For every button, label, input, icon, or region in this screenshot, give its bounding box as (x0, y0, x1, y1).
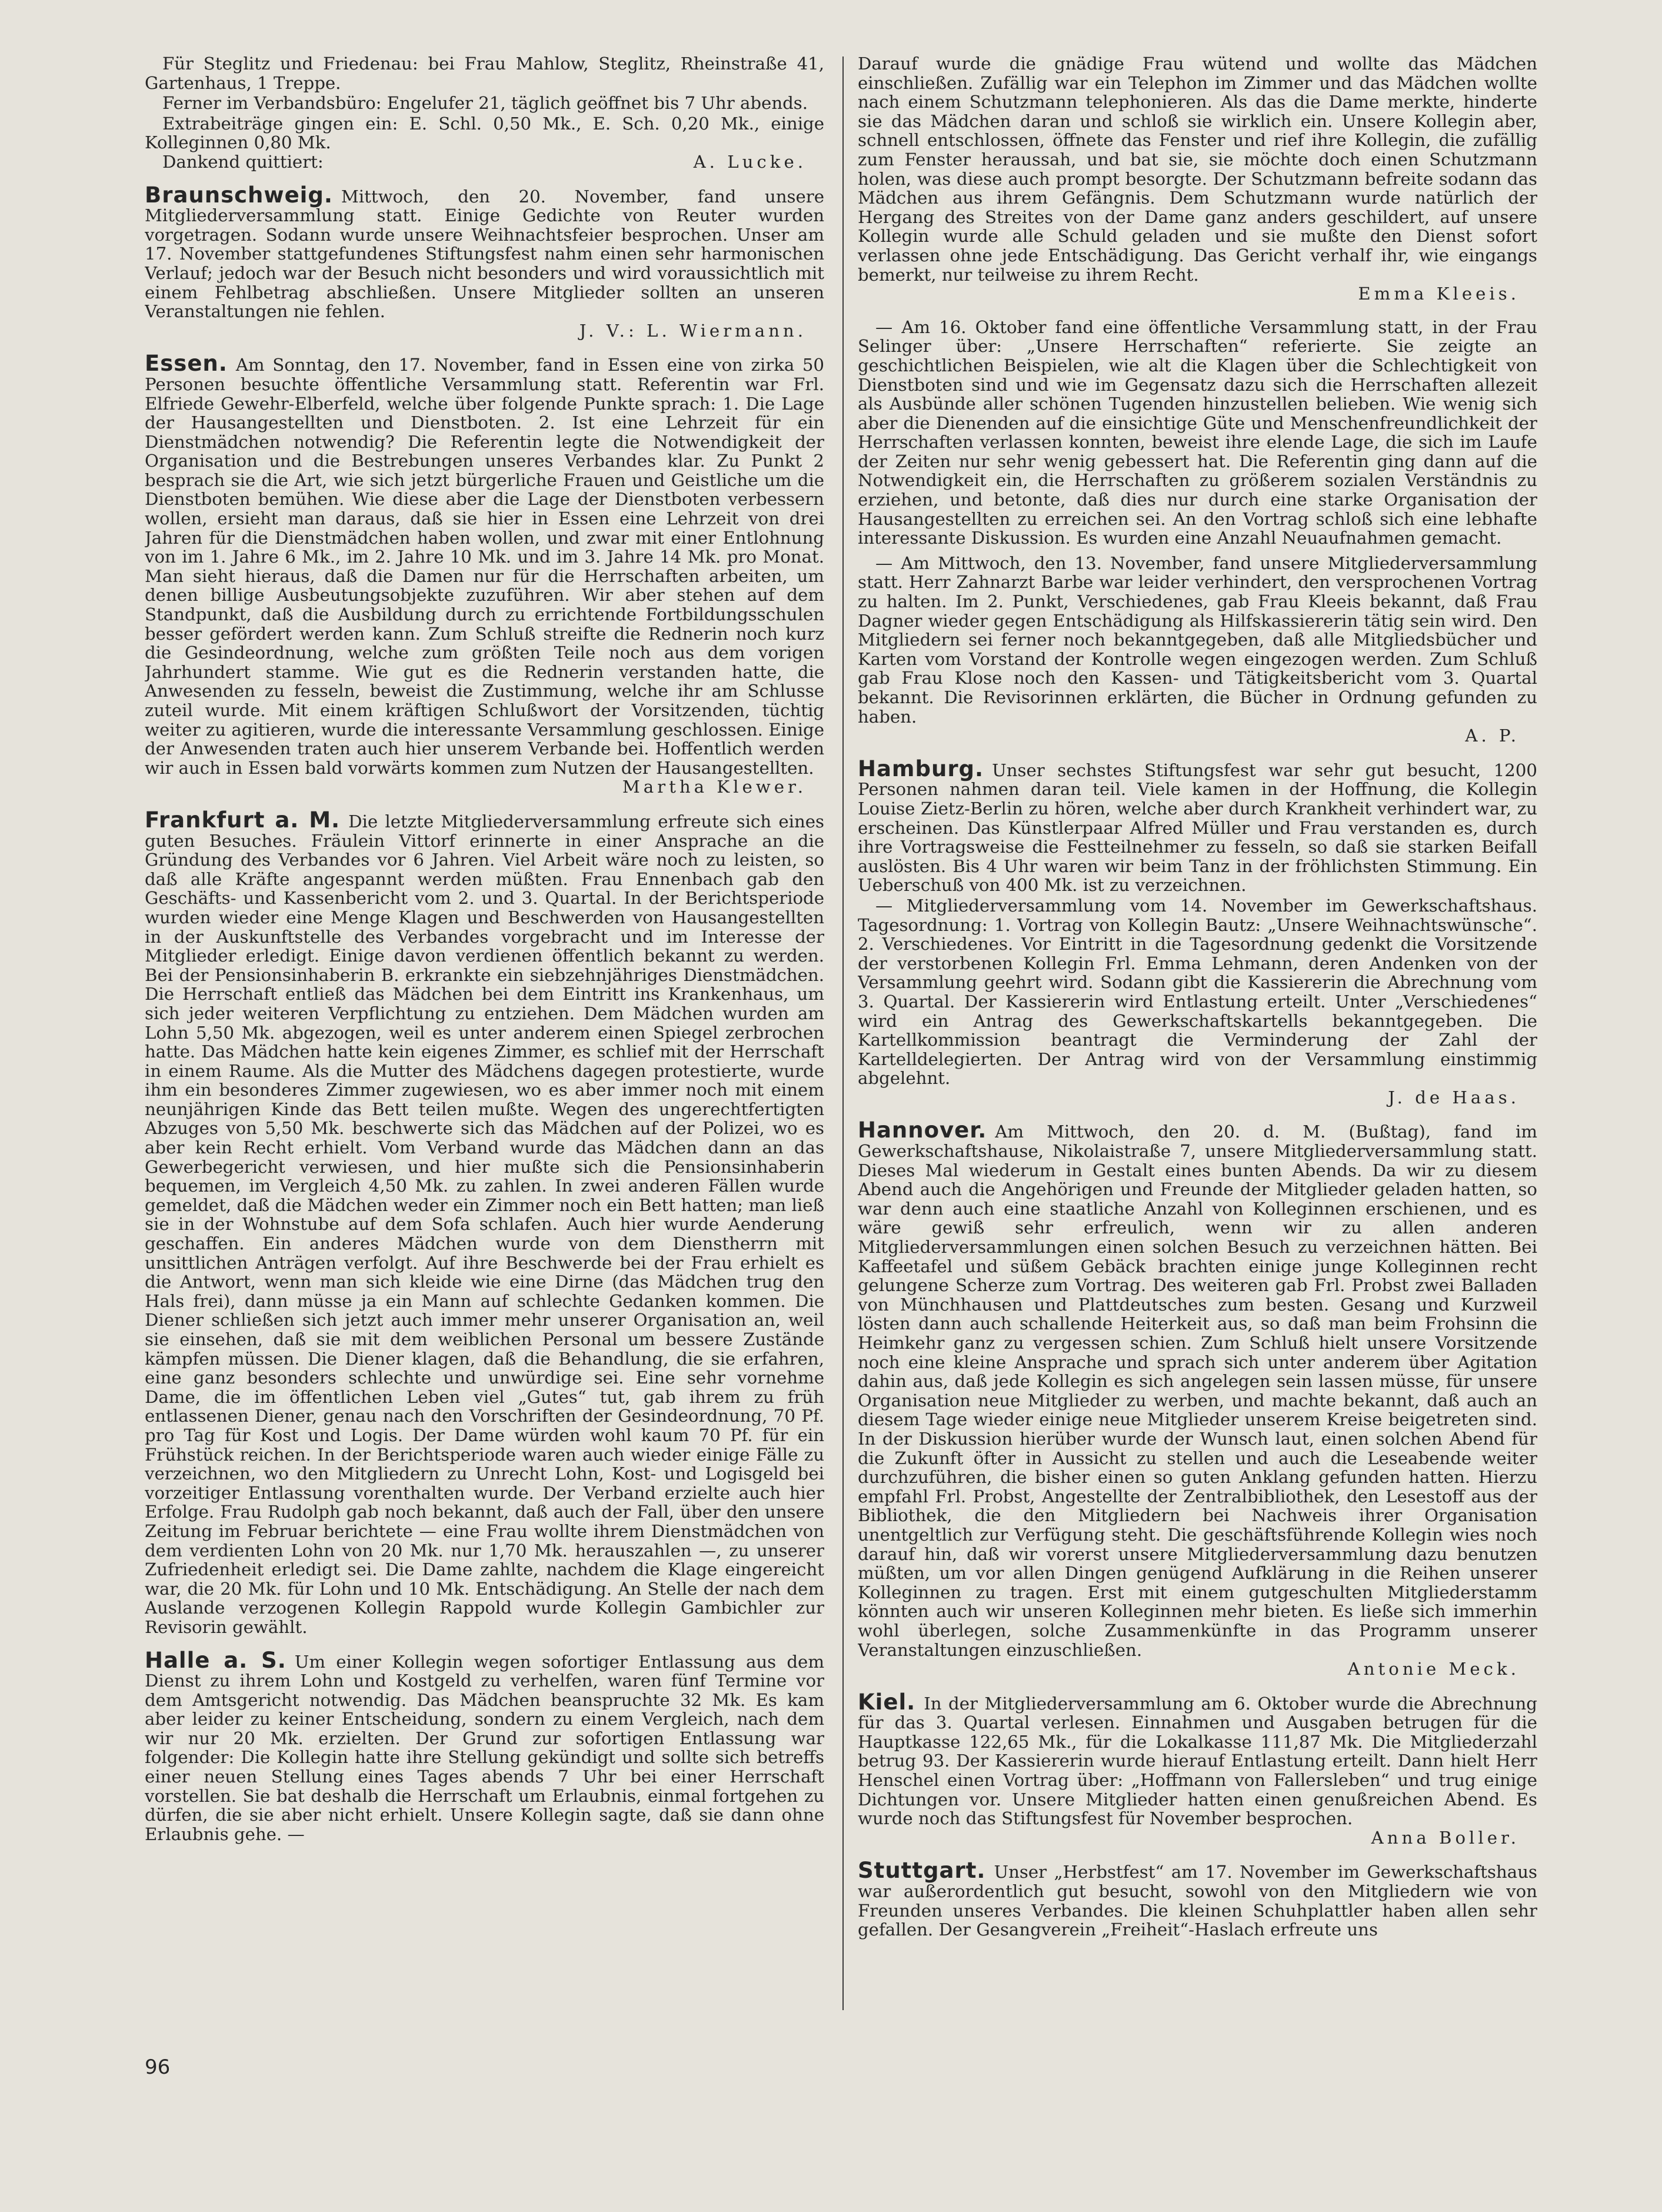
halle-text: Um einer Kollegin wegen sofortiger Entlassung aus dem Dienst zu ihrem Lohn und Kostgeld zu verhelfen, waren fünf Termine vor dem Amtsgericht notwendig. Das Mädchen beanspruchte 32 Mk. Es kam aber leider zu keiner Entscheidung, sondern zu einem Vergleich, nach dem wir nur 20 Mk. erzielten. Der Grund zur sofortigen Entlassung war folgender: Die Kollegin hatte ihre Stellung gekündigt und sollte sich betreffs einer neuen Stellung eines Tages abends 7 Uhr bei einer Herrschaft vorstellen. Sie bat deshalb die Herrschaft um Erlaubnis, einmal fortgehen zu dürfen, die sie aber nicht erhielt. Unsere Kollegin sagte, daß sie dann ohne Erlaubnis gehe. — (145, 1651, 824, 1844)
hamburg-signature: J. de Haas. (1388, 1087, 1520, 1107)
section-heading-braunschweig: Braunschweig. (145, 182, 333, 208)
column-divider (842, 56, 844, 2010)
frankfurt-text: Die letzte Mitgliederversammlung erfreute sich eines guten Besuches. Fräulein Vittorf erinnerte in einer Ansprache an die Gründung des Verbandes vor 6 Jahren. Viel Arbeit wäre noch zu leisten, so daß alle Kräfte angespannt werden müßten. Frau Ennenbach gab den Geschäfts- und Kassenbericht vom 2. und 3. Quartal. In der Berichtsperiode wurden wieder eine Menge Klagen und Beschwerden von Hausangestellten in der Auskunftstelle des Verbandes vorgebracht und im Interesse der Mitglieder erledigt. Einige davon verdienen öffentlich bekannt zu werden. Bei der Pensionsinhaberin B. erkrankte ein siebzehnjähriges Dienstmädchen. Die Herrschaft entließ das Mädchen bei dem Eintritt ins Krankenhaus, um sich jeder weiteren Verpflichtung zu entziehen. Dem Mädchen wurden am Lohn 5,50 Mk. abgezogen, weil es unter anderem einen Spiegel zerbrochen hatte. Das Mädchen hatte kein eigenes Zimmer, es schlief mit der Herrschaft in einem Raume. Als die Mutter des Mädchens dagegen protestierte, wurde ihm ein besonderes Zimmer zugewiesen, wo es aber immer noch mit einem neunjährigen Kinde das Bett teilen mußte. Wegen des ungerechtfertigten Abzuges von 5,50 Mk. beschwerte sich das Mädchen auf der Polizei, wo es aber kein Recht erhielt. Vom Verband wurde das Mädchen dann an das Gewerbegericht verwiesen, und hier mußte sich die Pensionsinhaberin bequemen, im Vergleich 4,50 Mk. zu zahlen. In zwei anderen Fällen wurde gemeldet, daß die Mädchen weder ein Zimmer noch ein Bett hatten; man ließ sie in der Wohnstube auf dem Sofa schlafen. Auch hier wurde Aenderung geschaffen. Ein anderes Mädchen wurde von dem Dienstherrn mit unsittlichen Anträgen verfolgt. Auf ihre Beschwerde bei der Frau erhielt es die Antwort, wenn man sich kleide wie eine Dirne (das Mädchen trug den Hals frei), dann müsse ja ein Mann auf schlechte Gedanken kommen. Die Diener schließen sich jetzt auch immer mehr unserer Organisation an, weil sie einsehen, daß sie mit dem weiblichen Personal um bessere Zustände kämpfen müssen. Die Diener klagen, daß die Behandlung, die sie erfahren, eine ganz besonders schlechte und unwürdige sei. Eine sehr vornehme Dame, die im öffentlichen Leben viel „Gutes“ tut, gab ihrem zu früh entlassenen Diener, genau nach den Vorschriften der Gesindeordnung, 70 Pf. pro Tag für Kost und Logis. Der Dame würden wohl kaum 70 Pf. für ein Frühstück reichen. In der Berichtsperiode waren auch wieder einige Fälle zu verzeichnen, wo den Mitgliedern zu Unrecht Lohn, Kost- und Logisgeld bei vorzeitiger Entlassung vorenthalten wurde. Der Verband erzielte auch hier Erfolge. Frau Rudolph gab noch bekannt, daß auch der Fall, über den unsere Zeitung im Februar berichtete — eine Frau wollte ihrem Dienstmädchen von dem verdienten Lohn von 20 Mk. nur 1,70 Mk. herauszahlen —, zu unserer Zufriedenheit erledigt sei. Die Dame zahlte, nachdem die Klage eingereicht war, die 20 Mk. für Lohn und 10 Mk. Entschädigung. An Stelle der nach dem Auslande verzogenen Kollegin Rappold wurde Kollegin Gambichler zur Revisorin gewählt. (145, 811, 824, 1637)
section-heading-kiel: Kiel. (858, 1689, 916, 1715)
section-heading-frankfurt: Frankfurt a. M. (145, 807, 341, 833)
hannover-report (858, 1117, 1537, 1660)
essen-signature: Martha Klewer. (622, 777, 807, 797)
november-signature-row (858, 726, 1537, 746)
hamburg-text: Unser sechstes Stiftungsfest war sehr gut besucht, 1200 Personen nahmen daran teil. Viele kamen in der Hoffnung, die Kollegin Louise Zietz-Berlin zu hören, welche aber durch Krankheit verhindert war, zu erscheinen. Das Künstlerpaar Alfred Müller und Frau verstanden es, durch ihre Vortragsweise die Festteilnehmer zu fesseln, so daß sie starken Beifall auslösten. Bis 4 Uhr waren wir beim Tanz in der fröhlichsten Stimmung. Ein Ueberschuß von 400 Mk. ist zu verzeichnen. (858, 760, 1537, 896)
page-number: 96 (145, 2055, 171, 2079)
hannover-signature: Antonie Meck. (1347, 1659, 1520, 1679)
halle-signature: Emma Kleeis. (1358, 284, 1520, 304)
essen-signature-row (145, 777, 824, 797)
essen-report (145, 351, 824, 778)
hamburg-report (858, 756, 1537, 896)
frankfurt-report (145, 807, 824, 1637)
november-signature: A. P. (1465, 726, 1520, 746)
kiel-report (858, 1689, 1537, 1829)
kiel-text: In der Mitgliederversammlung am 6. Oktober wurde die Abrechnung für das 3. Quartal verlesen. Einnahmen und Ausgaben betrugen für die Hauptkasse 122,65 Mk., für die Lokalkasse 111,87 Mk. Die Mitgliederzahl betrug 93. Der Kassiererin wurde hierauf Entlastung erteilt. Dann hielt Herr Henschel einen Vortrag über: „Hoffmann von Fallersleben“ und trug einige Dichtungen vor. Unsere Mitglieder hatten einen genußreichen Abend. Es wurde noch das Stiftungsfest für November besprochen. (858, 1693, 1537, 1829)
stuttgart-text: Unser „Herbstfest“ am 17. November im Gewerkschaftshaus war außerordentlich gut besucht, sowohl von den Mitgliedern wie von Freunden unseres Verbandes. Die kleinen Schuhplattler haben allen sehr gefallen. Der Gesangverein „Freiheit“-Haslach erfreute uns (858, 1862, 1537, 1940)
stuttgart-report (858, 1858, 1537, 1940)
essen-text: Am Sonntag, den 17. November, fand in Essen eine von zirka 50 Personen besuchte öffentliche Versammlung statt. Referentin war Frl. Elfriede Gewehr-Elberfeld, welche über folgende Punkte sprach: 1. Die Lage der Hausangestellten und Dienstboten. 2. Ist eine Lehrzeit für ein Dienstmädchen notwendig? Die Referentin legte die Notwendigkeit der Organisation und die Bestrebungen unseres Verbandes klar. Zu Punkt 2 besprach sie die Art, wie sich jetzt bürgerliche Frauen und Geistliche um die Dienstboten bemühen. Wie diese aber die Lage der Dienstboten verbessern wollen, ersieht man daraus, daß sie hier in Essen eine Lehrzeit von drei Jahren für die Dienstmädchen haben wollen, und zwar mit einer Entlohnung von im 1. Jahre 6 Mk., im 2. Jahre 10 Mk. und im 3. Jahre 14 Mk. pro Monat. Man sieht hieraus, daß die Damen nur für die Herrschaften arbeiten, um denen billige Ausbeutungsobjekte zuzuführen. Wir aber stehen auf dem Standpunkt, daß die Ausbildung durch zu errichtende Fortbildungsschulen besser gefördert werden kann. Zum Schluß streifte die Rednerin noch kurz die Gesindeordnung, welche zum größten Teile noch aus dem vorigen Jahrhundert stamme. Wie gut es die Rednerin verstanden hatte, die Anwesenden zu fesseln, beweist die Zustimmung, welche ihr am Schlusse zuteil wurde. Mit einem kräftigen Schlußwort der Vorsitzenden, tüchtig weiter zu agitieren, wurde die interessante Versammlung geschlossen. Einige der Anwesenden traten auch hier unserem Verbande bei. Hoffentlich werden wir auch in Essen bald vorwärts kommen zum Nutzen der Hausangestellten. (145, 355, 824, 778)
braunschweig-text: Mittwoch, den 20. November, fand unsere Mitgliederversammlung statt. Einige Gedichte von Reuter wurden vorgetragen. Sodann wurde unsere Weihnachtsfeier besprochen. Unser am 17. November stattgefundenes Stiftungsfest nahm einen sehr harmonischen Verlauf; jedoch war der Besuch nicht besonders und wird voraussichtlich mit einem Fehlbetrag abschließen. Unsere Mitglieder sollten an unseren Veranstaltungen nie fehlen. (145, 186, 824, 322)
section-heading-halle: Halle a. S. (145, 1647, 287, 1673)
braunschweig-signature: J. V.: L. Wiermann. (579, 320, 807, 341)
hamburg-meeting-report: — Mitgliederversammlung vom 14. November im Gewerkschaftshaus. Tagesordnung: 1. Vortrag von Kollegin Bautz: „Unsere Weihnachtswünsche“. 2. Verschiedenes. Vor Eintritt in die Tagesordnung gedenkt die Vorsitzende der verstorbenen Kollegin Frl. Emma Lehmann, deren Andenken von der Versammlung geehrt wird. Sodann gibt die Kassiererin die Abrechnung vom 3. Quartal. Der Kassiererin wird Entlastung erteilt. Unter „Verschiedenes“ wird ein Antrag des Gewerkschaftskartells bekanntgegeben. Die Kartellkommission beantragt die Verminderung der Zahl der Kartelldelegierten. Der Antrag wird von der Versammlung einstimmig abgelehnt. (858, 895, 1537, 1089)
contributions-paragraph: Extrabeiträge gingen ein: E. Schl. 0,50 Mk., E. Sch. 0,20 Mk., einige Kolleginnen 0,80 Mk. (145, 113, 824, 153)
halle-signature-row (858, 284, 1537, 304)
halle-continuation: Darauf wurde die gnädige Frau wütend und wollte das Mädchen einschließen. Zufällig war ein Telephon im Zimmer und das Mädchen wollte nach einem Schutzmann telephonieren. Als das die Dame merkte, hinderte sie das Mädchen daran und schloß sie wirklich ein. Unsere Kollegin aber, schnell entschlossen, öffnete das Fenster und rief ihre Kollegin, die zufällig zum Fenster heraussah, und bat sie, sie möchte doch einen Schutzmann holen, was diese auch prompt besorgte. Der Schutzmann befreite sodann das Mädchen aus ihrem Gefängnis. Dem Schutzmann wurde natürlich der Hergang des Streites von der Dame ganz anders geschildert, auf unsere Kollegin wurde alle Schuld geladen und sie mußte den Dienst sofort verlassen ohne jede Entschädigung. Das Gericht verhalf ihr, wie eingangs bemerkt, nur teilweise zu ihrem Recht. (858, 54, 1537, 285)
braunschweig-signature-row (145, 321, 824, 341)
office-paragraph: Ferner im Verbandsbüro: Engelufer 21, täglich geöffnet bis 7 Uhr abends. (162, 93, 808, 114)
kiel-signature-row (858, 1828, 1537, 1848)
kiel-signature: Anna Boller. (1371, 1827, 1520, 1848)
right-column (858, 54, 1537, 2125)
address-paragraph: Für Steglitz und Friedenau: bei Frau Mahlow, Steglitz, Rheinstraße 41, Gartenhaus, 1 Treppe. (145, 54, 824, 93)
section-heading-stuttgart: Stuttgart. (858, 1858, 986, 1884)
section-heading-hamburg: Hamburg. (858, 756, 984, 781)
thanks-row (145, 152, 824, 172)
section-heading-hannover: Hannover. (858, 1117, 987, 1143)
braunschweig-report (145, 182, 824, 322)
october-meeting-report: — Am 16. Oktober fand eine öffentliche Versammlung statt, in der Frau Selinger über: „Unsere Herrschaften“ referierte. Sie zeigte an geschichtlichen Beispielen, wie alt die Klagen über die Schlechtigkeit von Dienstboten sind und wie im Gegensatz dazu sich die Herrschaften allezeit als Ausbünde aller schönen Tugenden hinzustellen belieben. Wie wenig sich aber die Dienenden auf die einsichtige Güte und Menschenfreundlichkeit der Herrschaften verlassen konnten, beweist ihre elende Lage, die sich im Laufe der Zeiten nur sehr wenig gebessert hat. Die Referentin ging dann auf die Notwendigkeit ein, die Herrschaften zu größerem sozialen Verständnis zu erziehen, und betonte, daß dies nur durch eine starke Organisation der Hausangestellten zu erreichen sei. An den Vortrag schloß sich eine lebhafte interessante Diskussion. Es wurden eine Anzahl Neuaufnahmen gemacht. (858, 317, 1537, 548)
halle-report (145, 1647, 824, 1844)
hannover-signature-row (858, 1659, 1537, 1679)
november-meeting-report: — Am Mittwoch, den 13. November, fand unsere Mitgliederversammlung statt. Herr Zahnarzt Barbe war leider verhindert, den versprochenen Vortrag zu halten. Im 2. Punkt, Verschiedenes, gab Frau Kleeis bekannt, daß Frau Dagner wieder gegen Entschädigung als Hilfskassiererin tätig sein wird. Den Mitgliedern sei ferner noch bekanntgegeben, daß alle Mitgliedsbücher und Karten vom Vorstand der Kontrolle wegen eingezogen werden. Zum Schluß gab Frau Klose noch den Kassen- und Tätigkeitsbericht vom 3. Quartal bekannt. Die Revisorinnen erklärten, die Bücher in Ordnung gefunden zu haben. (858, 553, 1537, 727)
thanks-signature: A. Lucke. (693, 151, 807, 172)
thanks-label: Dankend quittiert: (162, 151, 324, 172)
left-column (145, 54, 824, 2125)
hannover-text: Am Mittwoch, den 20. d. M. (Bußtag), fand im Gewerkschaftshause, Nikolaistraße 7, unsere Mitgliederversammlung statt. Dieses Mal wiederum in Gestalt eines bunten Abends. Da wir zu diesem Abend auch die Angehörigen und Freunde der Mitglieder geladen hatten, so war denn auch eine staatliche Anzahl von Kolleginnen erschienen, und es wäre gewiß sehr erfreulich, wenn wir zu allen anderen Mitgliederversammlungen einen solchen Besuch zu verzeichnen hätten. Bei Kaffeetafel und süßem Gebäck brachten einige junge Kolleginnen recht gelungene Scherze zum Vortrag. Des weiteren gab Frl. Probst zwei Balladen von Münchhausen und Plattdeutsches zum besten. Gesang und Kurzweil lösten dann auch schallende Heiterkeit aus, so daß man beim Frohsinn die Heimkehr ganz zu vergessen schien. Zum Schluß hielt unsere Vorsitzende noch eine kleine Ansprache und sprach sich unter anderem über Agitation dahin aus, daß jede Kollegin es sich angelegen sein lassen müsse, für unsere Organisation neue Mitglieder zu werben, und machte bekannt, daß auch an diesem Tage wieder einige neue Mitglieder unserem Kreise beigetreten sind. In der Diskussion hierüber wurde der Wunsch laut, einen solchen Abend für die Zukunft öfter in Aussicht zu stellen und auch die Leseabende weiter durchzuführen, die bisher einen so guten Anklang gefunden hatten. Hierzu empfahl Frl. Probst, Angestellte der Zentralbibliothek, den Lesestoff aus der Bibliothek, die den Mitgliedern bei Nachweis ihrer Organisation unentgeltlich zur Verfügung steht. Die geschäftsführende Kollegin wies noch darauf hin, daß wir vorerst unsere Mitgliederversammlung dazu benutzen müßten, um vor allen Dingen genügend Aufklärung in die Reihen unserer Kolleginnen zu tragen. Erst mit einem gutgeschulten Mitgliederstamm könnten auch wir unseren Kolleginnen mehr bieten. Es ließe sich immerhin wohl überlegen, solche Zusammenkünfte in das Programm unserer Veranstaltungen einzuschließen. (858, 1122, 1537, 1660)
hamburg-signature-row (858, 1088, 1537, 1107)
section-heading-essen: Essen. (145, 351, 228, 377)
